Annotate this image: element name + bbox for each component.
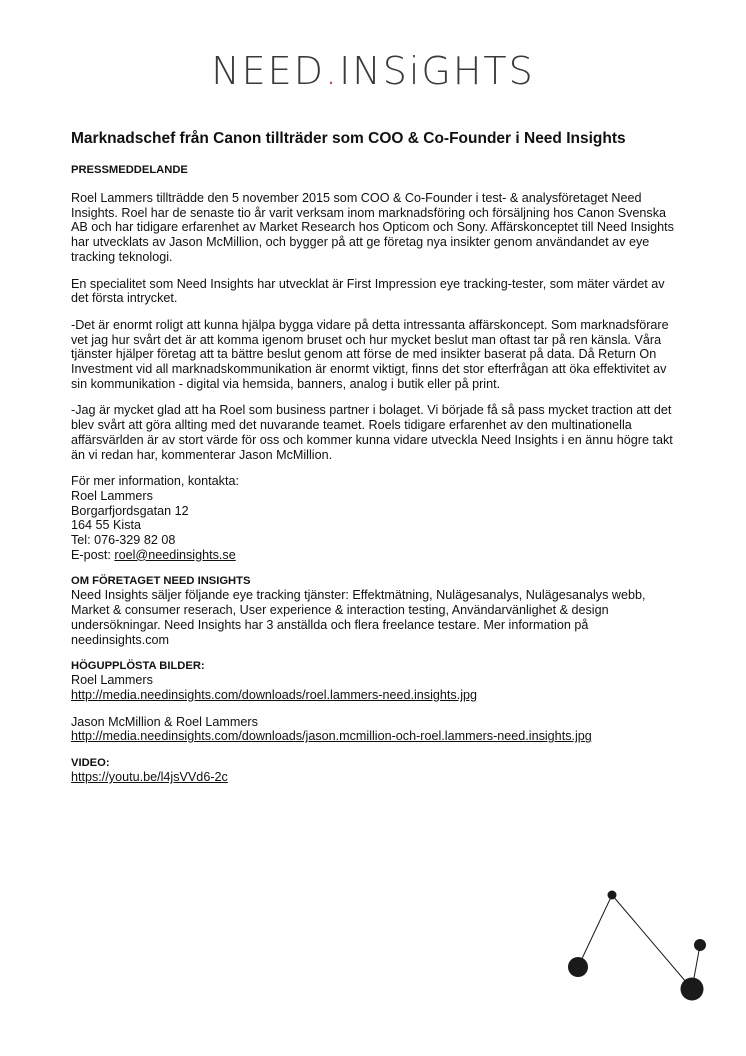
press-release-body bbox=[71, 130, 681, 785]
logo-dot: . bbox=[324, 49, 340, 93]
video-heading: VIDEO: bbox=[71, 757, 110, 770]
contact-email-prefix: E-post: bbox=[71, 547, 115, 562]
contact-intro: För mer information, kontakta: bbox=[71, 474, 239, 489]
node-right-small bbox=[694, 939, 706, 951]
node-connector-right bbox=[612, 895, 692, 989]
paragraph-intro: Roel Lammers tillträdde den 5 november 2015 som COO & Co-Founder i test- & analysföretaget Need Insights. Roel har de senaste tio år varit verksam inom marknadsföring och försäljning hos Canon Svenska AB och har tidigare erfarenhet av Market Research hos Opticom och Sony. Affärskonceptet till Need Insights har utvecklats av Jason McMillion, och bygger på att ge företag nya insikter genom användandet av eye tracking teknologi. bbox=[71, 191, 674, 264]
company-logo bbox=[0, 48, 746, 94]
about-heading: OM FÖRETAGET NEED INSIGHTS bbox=[71, 575, 251, 588]
video-section bbox=[71, 756, 681, 785]
contact-phone: Tel: 076-329 82 08 bbox=[71, 533, 176, 548]
image-caption-roel: Roel Lammers bbox=[71, 673, 153, 688]
about-section bbox=[71, 574, 681, 647]
images-heading: HÖGUPPLÖSTA BILDER: bbox=[71, 660, 205, 673]
image-link-roel[interactable]: http://media.needinsights.com/downloads/roel.lammers-need.insights.jpg bbox=[71, 687, 478, 702]
paragraph-specialty: En specialitet som Need Insights har utvecklat är First Impression eye tracking-tester, som mäter värdet av det första intrycket. bbox=[71, 276, 665, 306]
image-caption-jason-roel: Jason McMillion & Roel Lammers bbox=[71, 714, 258, 729]
decorative-nodes-graphic bbox=[560, 885, 720, 1005]
contact-email-link[interactable]: roel@needinsights.se bbox=[114, 547, 236, 562]
page-title: Marknadschef från Canon tillträder som COO & Co-Founder i Need Insights bbox=[71, 130, 626, 147]
contact-street: Borgarfjordsgatan 12 bbox=[71, 503, 189, 518]
logo-text-insights: INSiGHTS bbox=[339, 49, 535, 93]
press-release-label: PRESSMEDDELANDE bbox=[71, 164, 188, 176]
about-text: Need Insights säljer följande eye tracking tjänster: Effektmätning, Nulägesanalys, Nulägesanalys webb, Market & consumer reserach, User experience & interaction testing, Användarvänlighet & design undersökningar. Need Insights har 3 anställda och flera freelance testare. Mer information på needinsights.com bbox=[71, 588, 646, 647]
contact-name: Roel Lammers bbox=[71, 488, 153, 503]
paragraph-quote-roel: -Det är enormt roligt att kunna hjälpa bygga vidare på detta intressanta affärskoncept. Som marknadsförare vet jag hur svårt det är att komma igenom bruset och hur mycket beslut man oftast tar på ren känsla. Våra tjänster hjälper företag att ta bättre beslut genom att förse de med insikter baserat på data. Då Return On Investment vid all marknadskommunikation är enormt viktigt, finns det stor efterfrågan att öka effektivitet av sin kommunikation - digital via hemsida, banners, analog i butik eller på print. bbox=[71, 317, 669, 391]
node-connector-left bbox=[578, 895, 612, 967]
contact-city: 164 55 Kista bbox=[71, 518, 142, 533]
node-left bbox=[568, 957, 588, 977]
images-section bbox=[71, 659, 681, 744]
contact-email-line bbox=[71, 548, 681, 563]
image-link-jason-roel[interactable]: http://media.needinsights.com/downloads/jason.mcmillion-och-roel.lammers-need.insights.jpg bbox=[71, 729, 592, 744]
contact-block bbox=[71, 474, 681, 562]
logo-text-need: NEED bbox=[211, 49, 325, 93]
node-top bbox=[608, 891, 617, 900]
paragraph-quote-jason: -Jag är mycket glad att ha Roel som business partner i bolaget. Vi började få så pass mycket traction att det blev svårt att göra allting med det nuvarande teamet. Roels tidigare erfarenhet av den multinationella affärsvärlden är av stort värde för oss och kommer kunna vidare utveckla Need Insights i en ännu högre takt än vi redan har, kommenterar Jason McMillion. bbox=[71, 403, 673, 462]
video-link[interactable]: https://youtu.be/l4jsVVd6-2c bbox=[71, 770, 228, 785]
node-bottom-right bbox=[681, 978, 704, 1001]
